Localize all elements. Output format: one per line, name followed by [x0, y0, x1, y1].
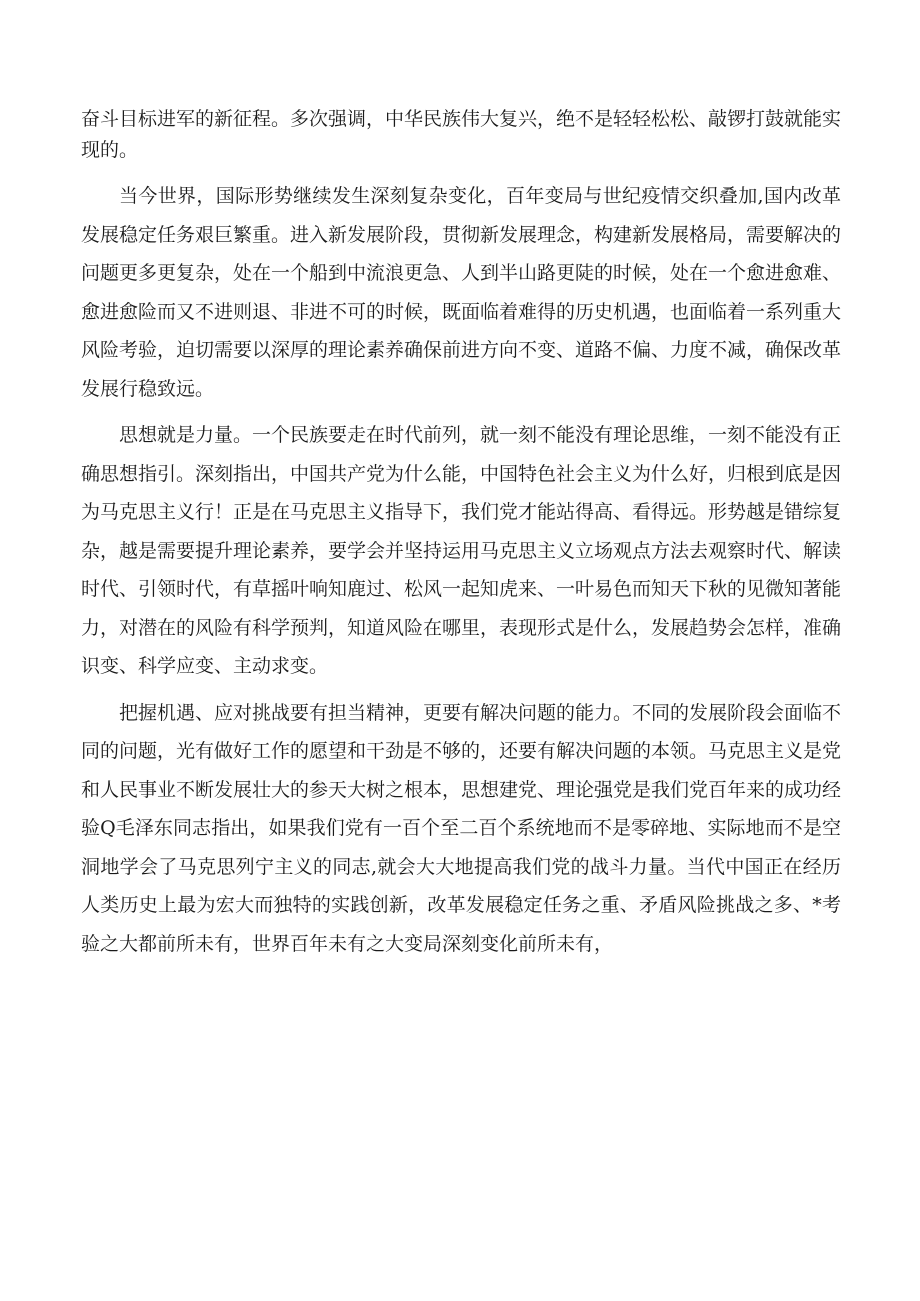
- document-body: [81, 104, 841, 971]
- paragraph-2: 当今世界，国际形势继续发生深刻复杂变化，百年变局与世纪疫情交织叠加,国内改革发展稳定任务艰巨繁重。进入新发展阶段，贯彻新发展理念，构建新发展格局，需要解决的问题更多更复杂，处在一个船到中流浪更急、人到半山路更陡的时候，处在一个愈进愈难、愈进愈险而又不进则退、非进不可的时候，既面临着难得的历史机遇，也面临着一系列重大风险考验，迫切需要以深厚的理论素养确保前进方向不变、道路不偏、力度不减，确保改革发展行稳致远。: [81, 185, 842, 400]
- paragraph-3: 思想就是力量。一个民族要走在时代前列，就一刻不能没有理论思维，一刻不能没有正确思想指引。深刻指出，中国共产党为什么能，中国特色社会主义为什么好，归根到底是因为马克思主义行！正是在马克思主义指导下，我们党才能站得高、看得远。形势越是错综复杂，越是需要提升理论素养，要学会并坚持运用马克思主义立场观点方法去观察时代、解读时代、引领时代，有草摇叶响知鹿过、松风一起知虎来、一叶易色而知天下秋的见微知著能力，对潜在的风险有科学预判，知道风险在哪里，表现形式是什么，发展趋势会怎样，准确识变、科学应变、主动求变。: [81, 424, 842, 677]
- paragraph-1: 奋斗目标进军的新征程。多次强调，中华民族伟大复兴，绝不是轻轻松松、敲锣打鼓就能实现的。: [81, 108, 842, 161]
- paragraph-4: 把握机遇、应对挑战要有担当精神，更要有解决问题的能力。不同的发展阶段会面临不同的问题，光有做好工作的愿望和干劲是不够的，还要有解决问题的本领。马克思主义是党和人民事业不断发展壮大的参天大树之根本，思想建党、理论强党是我们党百年来的成功经验Q毛泽东同志指出，如果我们党有一百个至二百个系统地而不是零碎地、实际地而不是空洞地学会了马克思列宁主义的同志,就会大大地提高我们党的战斗力量。当代中国正在经历人类历史上最为宏大而独特的实践创新，改革发展稳定任务之重、矛盾风险挑战之多、*考验之大都前所未有，世界百年未有之大变局深刻变化前所未有，: [81, 701, 842, 955]
